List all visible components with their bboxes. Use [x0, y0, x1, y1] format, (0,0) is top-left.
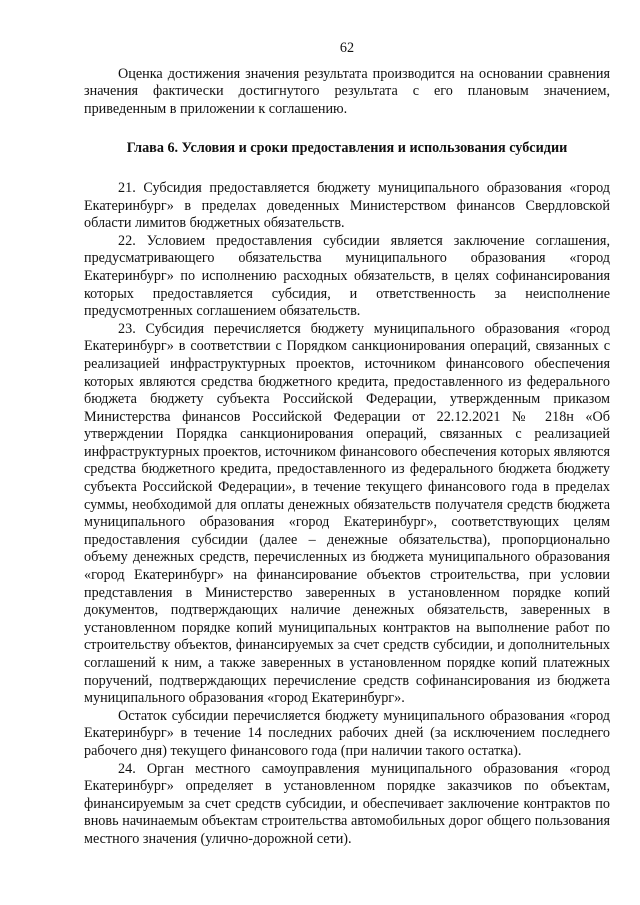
page-number: 62 [339, 40, 355, 56]
paragraph-subsidy-remainder: Остаток субсидии перечисляется бюджету муниципального образования «город Екатеринбург» в течение 14 последних рабочих дней (за исключением последнего рабочего дня) текущего финансового года (при наличии такого остатка). [84, 707, 610, 759]
paragraph-22: 22. Условием предоставления субсидии является заключение соглашения, предусматривающего обязательства муниципального образования «город Екатеринбург» по исполнению расходных обязательств, в целях софинансирования которых предоставляется субсидия, и ответственность за неисполнение предусмотренных соглашением обязательств. [84, 232, 610, 320]
paragraph-21: 21. Субсидия предоставляется бюджету муниципального образования «город Екатеринбург» в пределах доведенных Министерством финансов Свердловской области лимитов бюджетных обязательств. [84, 179, 610, 232]
paragraph-23: 23. Субсидия перечисляется бюджету муниципального образования «город Екатеринбург» в соответствии с Порядком санкционирования операций, связанных с реализацией инфраструктурных проектов, источником финансового обеспечения которых являются средства бюджетного кредита, предоставленного из федерального бюджета бюджету субъекта Российской Федерации, утвержденным приказом Министерства финансов Российской Федерации от 22.12.2021 № 218н «Об утверждении Порядка санкционирования операций, связанных с реализацией инфраструктурных проектов, источником финансового обеспечения которых являются средства бюджетного кредита, предоставленного из федерального бюджета бюджету субъекта Российской Федерации», в течение текущего финансового года в пределах суммы, необходимой для оплаты денежных обязательств получателя средств бюджета муниципального образования «город Екатеринбург», соответствующих целям предоставления субсидии (далее – денежные обязательства), пропорционально объему денежных средств, перечисленных из бюджета муниципального образования «город Екатеринбург» на финансирование объектов строительства, при условии представления в Министерство заверенных в установленном порядке копий документов, подтверждающих наличие денежных обязательств, заверенных в установленном порядке копий муниципальных контрактов на выполнение работ по строительству объектов, финансируемых за счет средств субсидии, и дополнительных соглашений к ним, а также заверенных в установленном порядке копий платежных поручений, подтверждающих перечисление средств софинансирования из бюджета муниципального образования «город Екатеринбург». [84, 320, 610, 707]
paragraph-result-assessment: Оценка достижения значения результата производится на основании сравнения значения фактически достигнутого результата с его плановым значением, приведенным в приложении к соглашению. [84, 65, 610, 117]
document-page [84, 40, 610, 849]
chapter-title: Глава 6. Условия и сроки предоставления и использования субсидии [126, 140, 568, 157]
paragraph-24: 24. Орган местного самоуправления муниципального образования «город Екатеринбург» определяет в установленном порядке заказчиков по объектам, финансируемым за счет средств субсидии, и обеспечивает заключение контрактов по вновь начинаемым объектам строительства автомобильных дорог общего пользования местного значения (улично-дорожной сети). [84, 760, 610, 847]
